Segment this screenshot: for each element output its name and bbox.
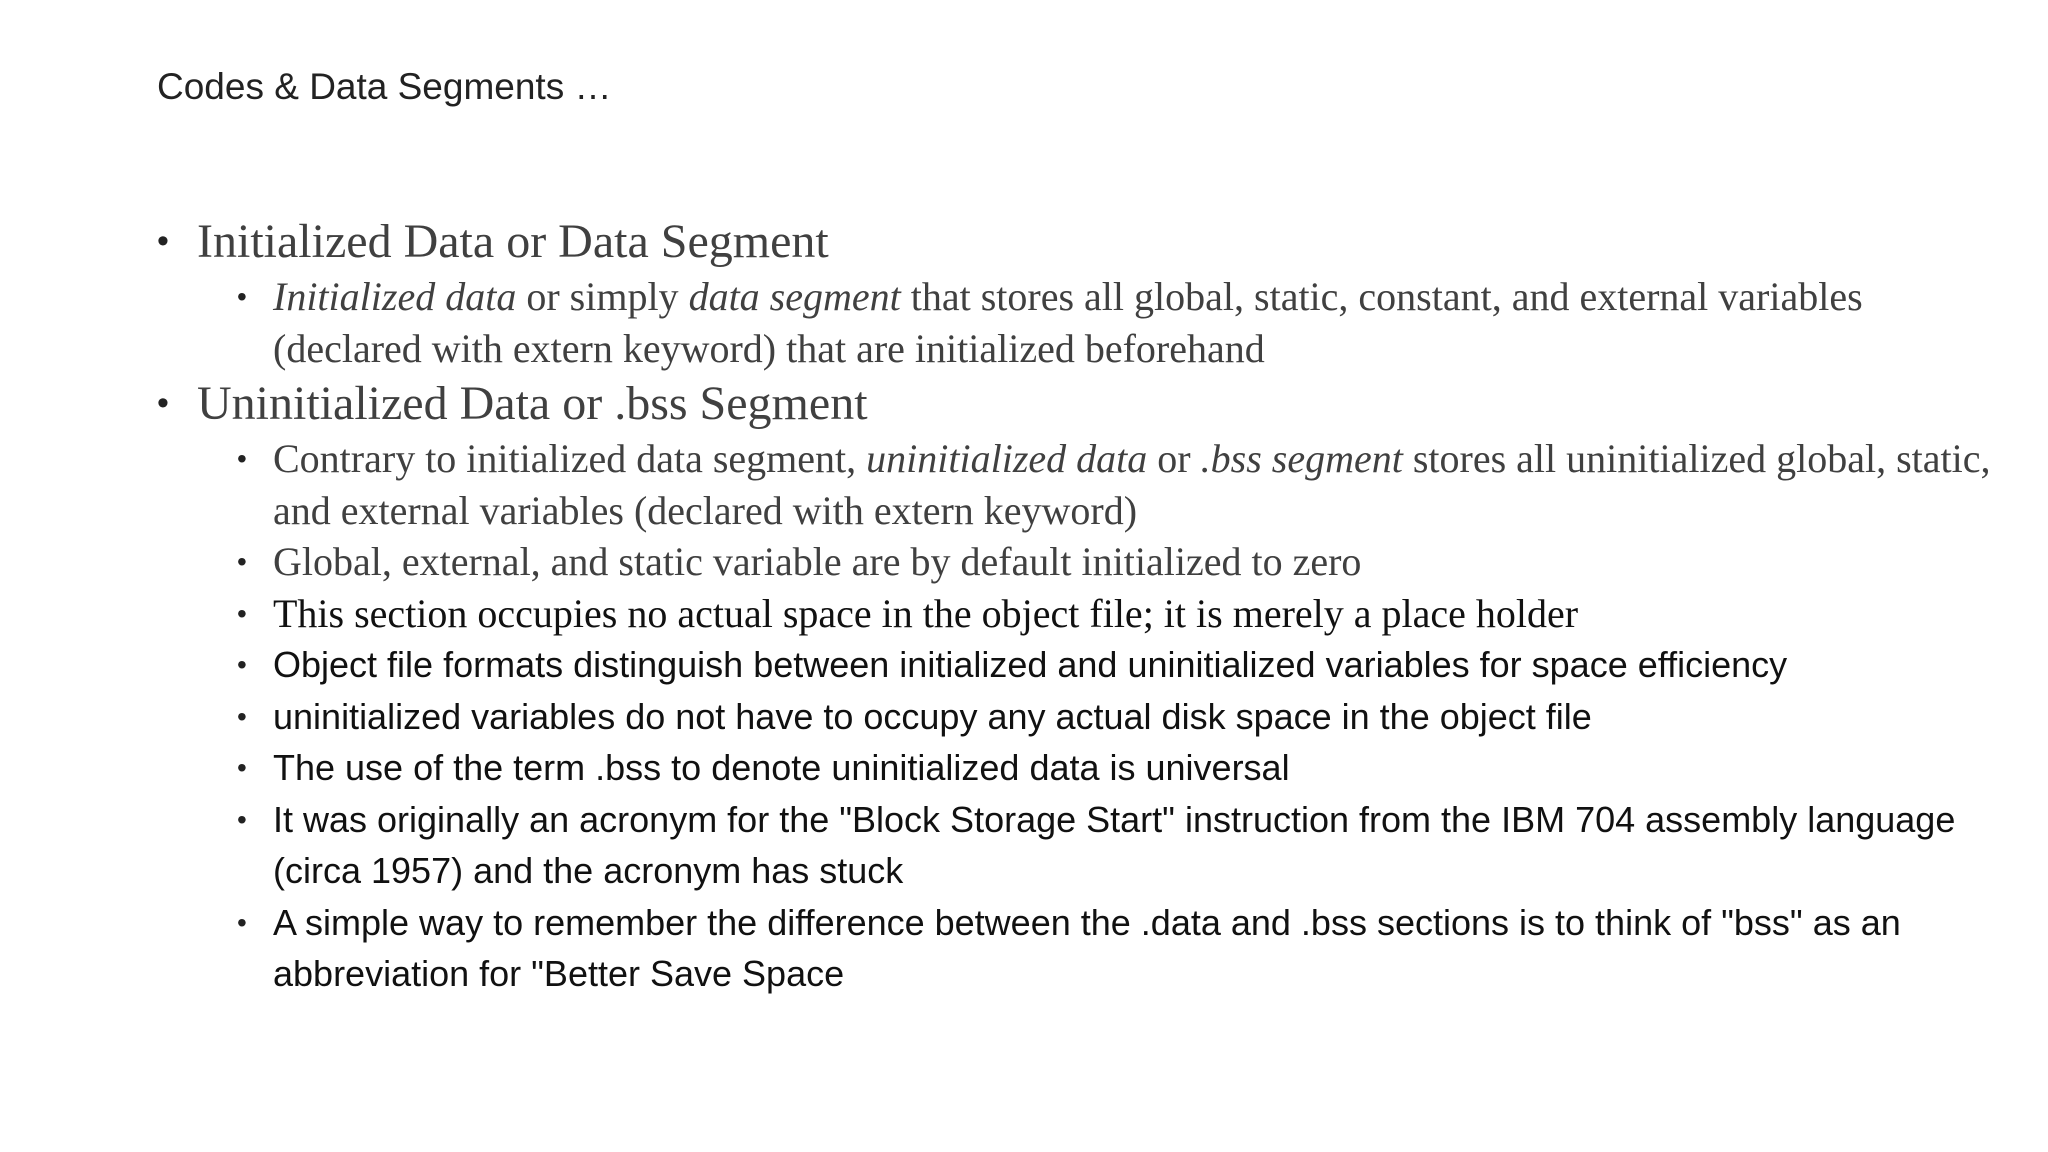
sub-bullet-bss-term (237, 742, 1997, 794)
italic-term: Initialized data (273, 274, 517, 319)
text-run: Contrary to initialized data segment, (273, 436, 867, 481)
text-run: that stores all global, static, constant, and external variables (declared with extern keyword) that are initialized beforehand (273, 274, 1863, 371)
text-run: stores all uninitialized global, static, and external variables (declared with extern keyword) (273, 436, 1991, 533)
sub-bullet-bss-desc (237, 433, 1997, 536)
sub-bullet-no-space (237, 588, 1997, 640)
slide-content (157, 212, 1997, 1000)
bullet-dot-icon: • (157, 384, 169, 422)
bullet-initialized-data (157, 212, 1997, 271)
bullet-text: Uninitialized Data or .bss Segment (197, 377, 868, 430)
sub-bullet-text: It was originally an acronym for the "Block Storage Start" instruction from the IBM 704 assembly language (circa 1957) and the acronym has stuck (273, 798, 1956, 891)
bullet-dot-icon: • (237, 443, 247, 474)
text-run: or (1147, 436, 1201, 481)
bullet-uninitialized-data (157, 374, 1997, 433)
sub-bullet-text: The use of the term .bss to denote uninitialized data is universal (273, 747, 1290, 788)
sub-bullet-text: A simple way to remember the difference between the .data and .bss sections is to think of "bss" as an abbreviation for "Better Save Space (273, 901, 1901, 994)
bullet-dot-icon: • (237, 803, 247, 835)
bullet-dot-icon: • (237, 597, 247, 629)
bullet-dot-icon: • (237, 906, 247, 938)
sub-bullet-text: Global, external, and static variable are by default initialized to zero (273, 539, 1362, 584)
italic-term: data segment (688, 274, 901, 319)
sub-bullet-text (273, 274, 1863, 371)
sub-bullet-default-zero (237, 536, 1997, 588)
text-run: or simply (516, 274, 689, 319)
sub-bullet-better-save-space (237, 897, 1997, 1000)
bullet-text: Initialized Data or Data Segment (197, 215, 829, 268)
bullet-dot-icon: • (237, 700, 247, 732)
bullet-dot-icon: • (237, 752, 247, 783)
bullet-dot-icon: • (237, 281, 247, 312)
italic-term: uninitialized data (866, 436, 1148, 481)
sub-bullet-disk-space (237, 691, 1997, 743)
bullet-dot-icon: • (237, 546, 247, 577)
bullet-dot-icon: • (157, 222, 169, 260)
sub-bullet-text: Object file formats distinguish between initialized and uninitialized variables for space efficiency (273, 644, 1788, 685)
sub-bullet-initialized-data-desc (237, 271, 1997, 374)
sub-bullet-text: This section occupies no actual space in the object file; it is merely a place holder (273, 590, 1579, 636)
sub-bullet-ibm-704 (237, 794, 1997, 897)
slide-title: Codes & Data Segments … (157, 66, 612, 107)
sub-bullet-text: uninitialized variables do not have to occupy any actual disk space in the object file (273, 695, 1592, 737)
sub-bullet-object-formats (237, 639, 1997, 691)
sub-bullet-text (273, 436, 1990, 533)
italic-term: .bss segment (1200, 436, 1403, 481)
bullet-dot-icon: • (237, 649, 247, 680)
